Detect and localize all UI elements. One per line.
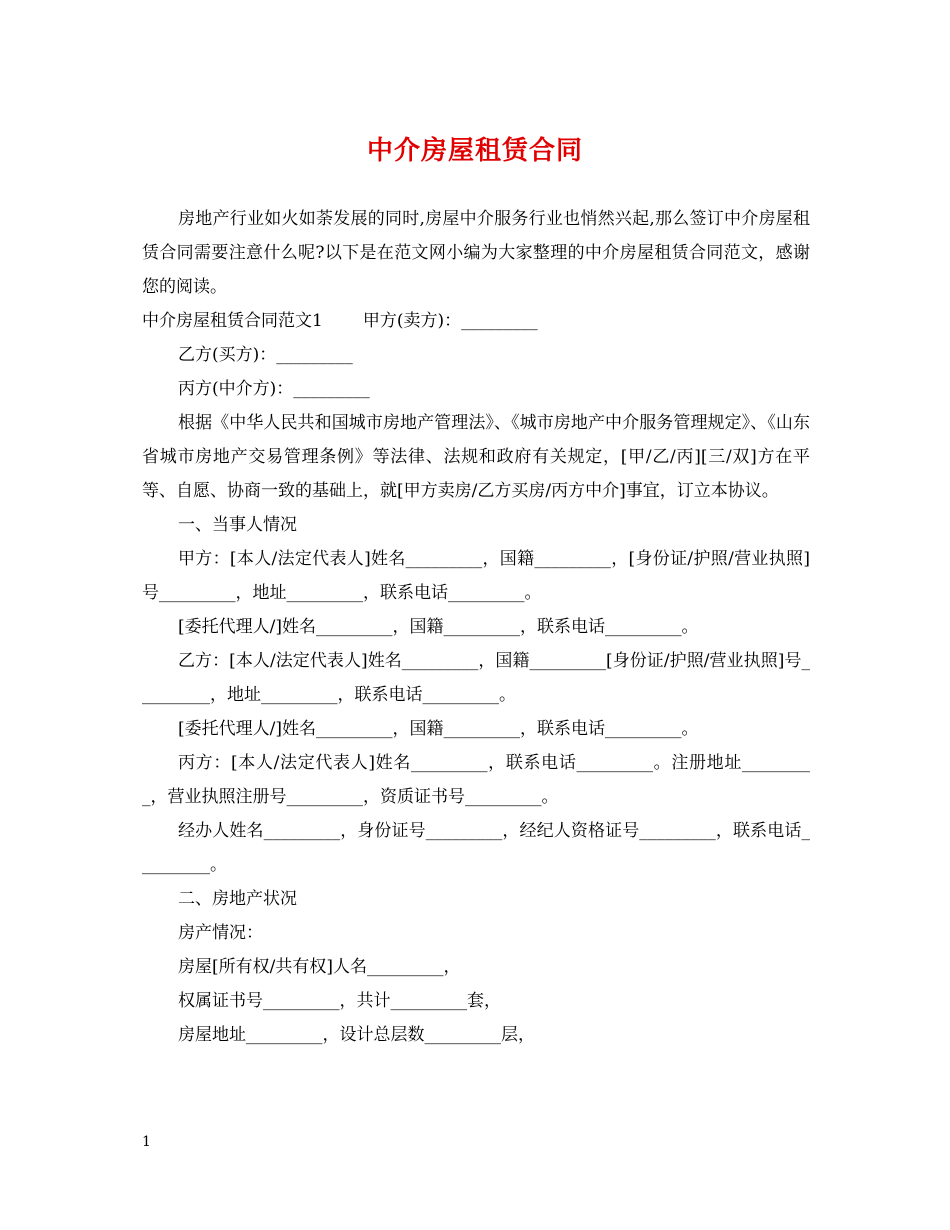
section-2-heading: 二、房地产状况 <box>178 889 297 909</box>
handler-info: 经办人姓名_________，身份证号_________，经纪人资格证号_________，联系电话_________。 <box>142 821 810 875</box>
document-title: 中介房屋租赁合同 <box>366 136 583 166</box>
party-a-agent: [委托代理人/]姓名_________，国籍_________，联系电话_________。 <box>178 617 699 637</box>
sample-heading: 中介房屋租赁合同范文1 <box>142 311 323 331</box>
certificate-line: 权属证书号_________，共计_________套， <box>178 991 501 1011</box>
party-a-label: 甲方(卖方)：_________ <box>362 311 538 331</box>
party-b-info: 乙方：[本人/法定代表人]姓名_________，国籍_________[身份证/护照/营业执照]号_________，地址_________，联系电话_________。 <box>142 651 810 705</box>
party-c-label: 丙方(中介方)：_________ <box>178 379 370 399</box>
property-label: 房产情况： <box>178 923 263 943</box>
document-body <box>142 202 810 1052</box>
sample-heading-line <box>142 304 810 338</box>
intro-paragraph: 房地产行业如火如荼发展的同时,房屋中介服务行业也悄然兴起,那么签订中介房屋租赁合同需要注意什么呢?以下是在范文网小编为大家整理的中介房屋租赁合同范文，感谢您的阅读。 <box>142 209 810 297</box>
section-1-heading: 一、当事人情况 <box>178 515 297 535</box>
basis-paragraph: 根据《中华人民共和国城市房地产管理法》、《城市房地产中介服务管理规定》、《山东省城市房地产交易管理条例》等法律、法规和政府有关规定，[甲/乙/丙][三/双]方在平等、自愿、协商一致的基础上，就[甲方卖房/乙方买房/丙方中介]事宜，订立本协议。 <box>142 413 810 501</box>
party-b-label: 乙方(买方)：_________ <box>178 345 353 365</box>
owner-line: 房屋[所有权/共有权]人名_________， <box>178 957 461 977</box>
page-number: 1 <box>142 1134 151 1150</box>
party-b-agent: [委托代理人/]姓名_________，国籍_________，联系电话_________。 <box>178 719 699 739</box>
party-c-info: 丙方：[本人/法定代表人]姓名_________，联系电话_________。注册地址_________，营业执照注册号_________，资质证书号_________。 <box>142 753 810 807</box>
party-a-info: 甲方：[本人/法定代表人]姓名_________，国籍_________，[身份证/护照/营业执照]号_________，地址_________，联系电话_________。 <box>142 549 810 603</box>
address-line: 房屋地址_________，设计总层数_________层， <box>178 1025 535 1045</box>
